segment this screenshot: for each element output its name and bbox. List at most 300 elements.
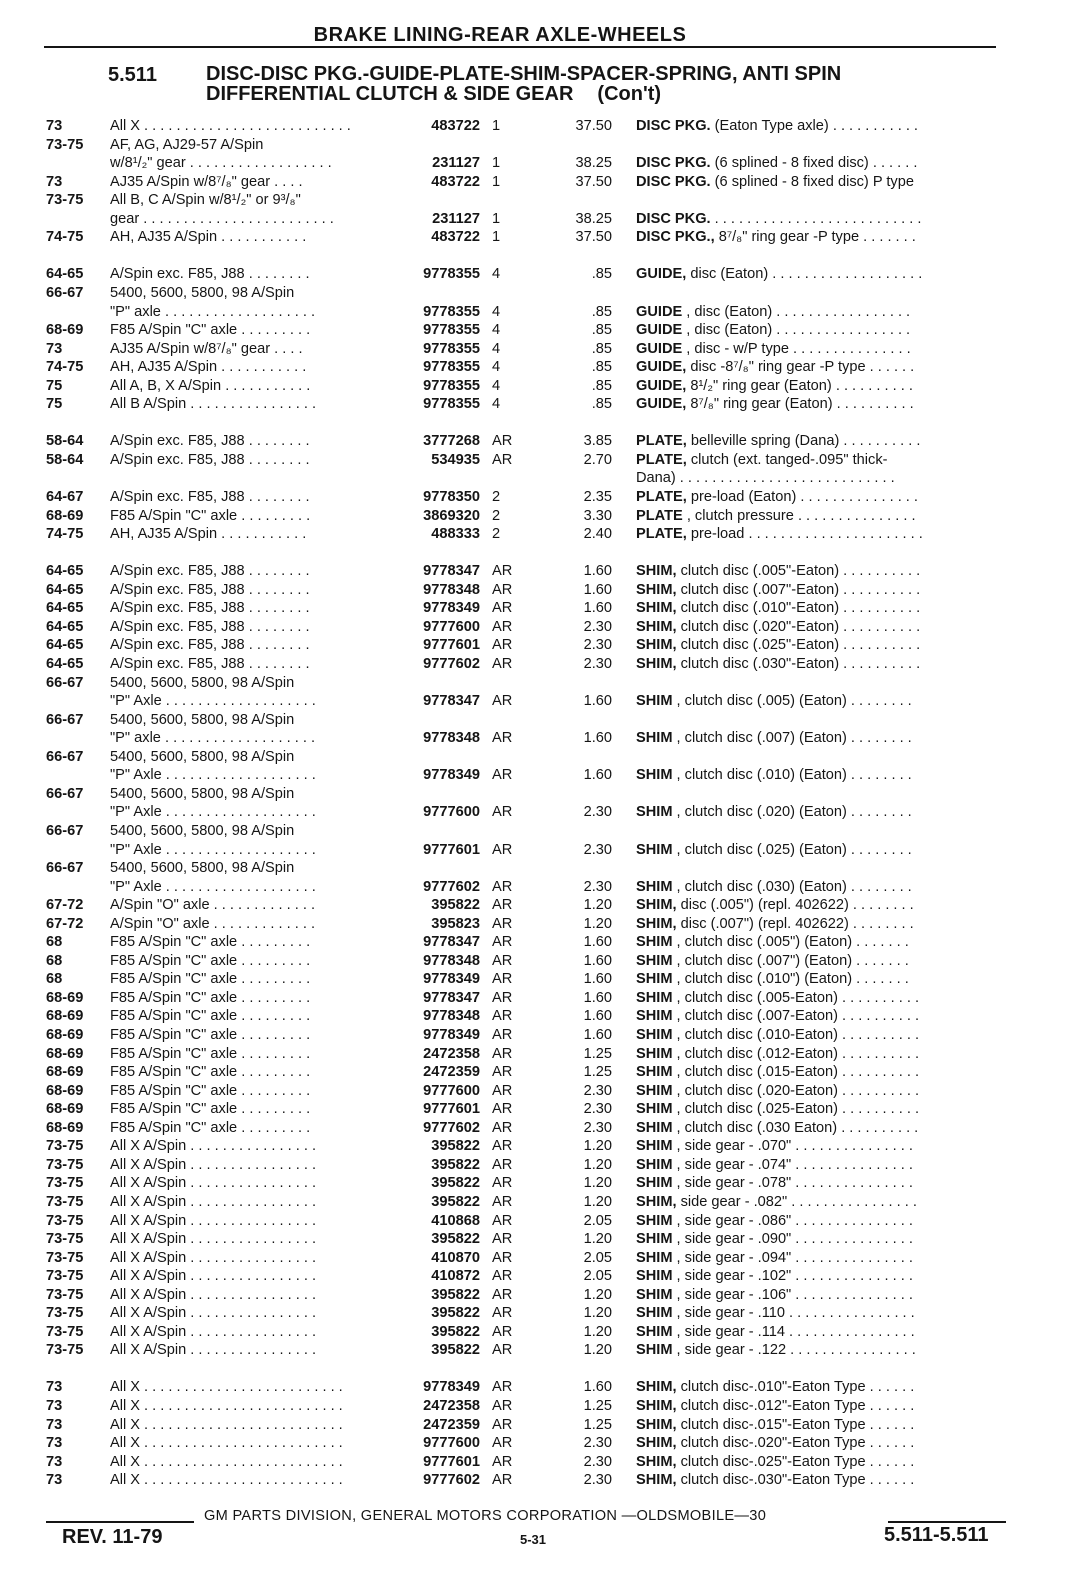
- quantity-cell: AR: [492, 1453, 513, 1470]
- application-cell: All X A/Spin . . . . . . . . . . . . . . . .: [110, 1249, 317, 1266]
- quantity-cell: 4: [492, 377, 501, 394]
- description-cell: [636, 1045, 1008, 1063]
- table-row: [0, 655, 1086, 673]
- description-cell: [636, 952, 1008, 970]
- quantity-cell: AR: [492, 1286, 513, 1303]
- description-cell: [636, 358, 1008, 376]
- application-cell: All X A/Spin . . . . . . . . . . . . . . . .: [110, 1175, 317, 1192]
- application-cell: All X . . . . . . . . . . . . . . . . . . . . . . . . .: [110, 1398, 343, 1414]
- part-detail: , side gear - .090" . . . . . . . . . . . . . . .: [672, 1231, 913, 1247]
- table-row: [0, 766, 1086, 784]
- year-cell: 67-72: [46, 915, 84, 932]
- price-cell: 2.30: [583, 1082, 612, 1099]
- part-name: PLATE,: [636, 526, 687, 543]
- table-row: [0, 1434, 1086, 1452]
- description-cell: [636, 432, 1008, 450]
- application-cell: All X . . . . . . . . . . . . . . . . . . . . . . . . .: [110, 1472, 343, 1489]
- part-name: SHIM: [636, 1082, 673, 1099]
- application-cell: "P" Axle . . . . . . . . . . . . . . . . . . .: [110, 693, 316, 710]
- price-cell: .85: [591, 303, 612, 320]
- part-detail: clutch disc-.012"-Eaton Type . . . . . .: [676, 1398, 915, 1414]
- year-cell: 66-67: [46, 285, 84, 301]
- year-cell: 64-65: [46, 563, 84, 580]
- table-row: [0, 581, 1086, 599]
- price-cell: 3.85: [583, 433, 612, 450]
- part-detail: , clutch disc (.025-Eaton) . . . . . . . . . .: [672, 1101, 920, 1118]
- table-row: [0, 1045, 1086, 1063]
- part-number-cell: 395823: [431, 915, 480, 932]
- part-detail: , disc - w/P type . . . . . . . . . . . . . . .: [682, 340, 911, 357]
- application-cell: "P" Axle . . . . . . . . . . . . . . . . . . .: [110, 878, 316, 895]
- description-cell: [636, 395, 1008, 413]
- table-row: [0, 692, 1086, 710]
- part-number-cell: 2472358: [423, 1045, 480, 1062]
- table-row: [0, 321, 1086, 339]
- price-cell: 1.25: [583, 1045, 612, 1062]
- description-cell: [636, 488, 1008, 506]
- quantity-cell: 4: [492, 359, 501, 376]
- quantity-cell: AR: [492, 934, 513, 951]
- application-cell: All X . . . . . . . . . . . . . . . . . . . . . . . . . .: [110, 118, 351, 134]
- part-number-cell: 395822: [431, 1156, 480, 1173]
- table-row: [0, 1286, 1086, 1304]
- part-number-cell: 9778347: [423, 563, 480, 580]
- year-cell: 64-65: [46, 618, 84, 635]
- part-detail: 8¹/₂" ring gear (Eaton) . . . . . . . . . .: [686, 377, 913, 394]
- price-cell: 1.20: [583, 1323, 612, 1340]
- part-number-cell: 9778347: [423, 693, 480, 710]
- part-number-cell: 410872: [431, 1268, 480, 1285]
- price-cell: 1.25: [583, 1416, 612, 1433]
- part-number-cell: 231127: [432, 155, 480, 172]
- year-cell: 73: [46, 1453, 63, 1470]
- quantity-cell: AR: [492, 1268, 513, 1285]
- table-row: [0, 841, 1086, 859]
- description-cell: [636, 636, 1008, 654]
- part-detail: , clutch disc (.005") (Eaton) . . . . . . .: [672, 934, 909, 951]
- table-row: [0, 173, 1086, 191]
- part-detail: clutch disc-.030"-Eaton Type . . . . . .: [676, 1472, 915, 1489]
- part-detail: , clutch disc (.010") (Eaton) . . . . . . .: [672, 971, 909, 988]
- year-cell: 73: [46, 1379, 63, 1396]
- table-row: [0, 1397, 1086, 1415]
- description-cell: [636, 970, 1008, 988]
- price-cell: 1.20: [583, 1175, 612, 1192]
- part-name: SHIM: [636, 1101, 673, 1118]
- year-cell: 66-67: [46, 711, 84, 728]
- part-name: SHIM,: [636, 1379, 677, 1396]
- description-cell: [636, 1341, 1008, 1359]
- part-name: SHIM,: [636, 563, 677, 580]
- description-cell: [636, 803, 1008, 821]
- application-cell: A/Spin exc. F85, J88 . . . . . . . .: [110, 489, 310, 505]
- description-cell: [636, 1007, 1008, 1025]
- quantity-cell: AR: [492, 730, 513, 747]
- quantity-cell: AR: [492, 563, 513, 580]
- quantity-cell: AR: [492, 433, 513, 450]
- table-row: [0, 1249, 1086, 1267]
- description-cell: [636, 1082, 1008, 1100]
- year-cell: 74-75: [46, 229, 84, 246]
- year-cell: 74-75: [46, 359, 84, 376]
- table-row: [0, 1304, 1086, 1322]
- part-detail: disc (Eaton) . . . . . . . . . . . . . . . . . . .: [686, 266, 923, 283]
- price-cell: 1.20: [583, 1286, 612, 1303]
- part-detail: 8⁷/₈" ring gear (Eaton) . . . . . . . . . .: [686, 396, 914, 413]
- price-cell: 2.30: [583, 656, 612, 672]
- part-detail: clutch disc (.007"-Eaton) . . . . . . . . . .: [676, 581, 921, 598]
- quantity-cell: AR: [492, 1008, 513, 1025]
- application-cell: 5400, 5600, 5800, 98 A/Spin: [110, 711, 295, 728]
- quantity-cell: AR: [492, 841, 513, 858]
- description-cell: [636, 1119, 1008, 1137]
- part-detail: , clutch disc (.025) (Eaton) . . . . . . . .: [672, 841, 912, 858]
- part-number-cell: 9777601: [423, 841, 480, 858]
- quantity-cell: AR: [492, 1416, 513, 1433]
- application-cell: "P" Axle . . . . . . . . . . . . . . . . . . .: [110, 804, 316, 821]
- description-cell: [636, 154, 1008, 172]
- price-cell: 2.30: [583, 1435, 612, 1451]
- part-name: DISC PKG.: [636, 173, 711, 190]
- application-cell: F85 A/Spin "C" axle . . . . . . . . .: [110, 971, 311, 988]
- quantity-cell: 1: [492, 155, 501, 172]
- year-cell: 73: [46, 1472, 63, 1489]
- part-number-cell: 9778347: [423, 989, 480, 1006]
- part-detail: clutch disc (.020"-Eaton) . . . . . . . . . .: [676, 618, 921, 635]
- application-cell: 5400, 5600, 5800, 98 A/Spin: [110, 748, 295, 765]
- year-cell: 73-75: [46, 1305, 84, 1322]
- part-detail: (Eaton Type axle) . . . . . . . . . . .: [710, 118, 918, 134]
- part-detail: side gear - .082" . . . . . . . . . . . . . . . .: [676, 1193, 917, 1210]
- part-number-cell: 395822: [431, 1193, 480, 1210]
- price-cell: 2.30: [583, 804, 612, 821]
- price-cell: 1.60: [583, 600, 612, 617]
- description-cell: [636, 1063, 1008, 1081]
- table-row: [0, 1137, 1086, 1155]
- part-number-cell: 534935: [431, 451, 480, 468]
- application-cell: F85 A/Spin "C" axle . . . . . . . . .: [110, 1027, 311, 1043]
- part-number-cell: 9778348: [423, 1008, 480, 1025]
- application-cell: F85 A/Spin "C" axle . . . . . . . . .: [110, 1082, 311, 1099]
- part-name: SHIM: [636, 1286, 673, 1303]
- part-name: SHIM,: [636, 897, 677, 914]
- price-cell: 1.60: [583, 767, 612, 784]
- table-row: [0, 154, 1086, 172]
- part-number-cell: 9778355: [423, 266, 480, 283]
- table-row: [0, 228, 1086, 246]
- application-cell: All B, C A/Spin w/8¹/₂" or 9³/₈": [110, 192, 301, 209]
- part-number-cell: 9777601: [423, 637, 480, 654]
- table-row: [0, 1360, 1086, 1378]
- application-cell: 5400, 5600, 5800, 98 A/Spin: [110, 785, 295, 802]
- year-cell: 68: [46, 934, 63, 951]
- quantity-cell: 1: [492, 173, 501, 190]
- year-cell: 66-67: [46, 785, 84, 802]
- description-cell: [636, 173, 1008, 191]
- table-row: [0, 469, 1086, 487]
- part-detail: disc (.007") (repl. 402622) . . . . . . . .: [676, 915, 914, 932]
- part-number-cell: 9778355: [423, 322, 480, 339]
- quantity-cell: AR: [492, 971, 513, 988]
- year-cell: 73-75: [46, 1193, 84, 1210]
- price-cell: 2.30: [583, 618, 612, 635]
- application-cell: AH, AJ35 A/Spin . . . . . . . . . . .: [110, 526, 307, 543]
- description-cell: [636, 1397, 1008, 1415]
- description-cell: [636, 766, 1008, 784]
- part-number-cell: 2472359: [423, 1064, 480, 1081]
- part-detail: , side gear - .122 . . . . . . . . . . . . . . . .: [672, 1342, 916, 1359]
- table-row: [0, 544, 1086, 562]
- description-cell: [636, 1212, 1008, 1230]
- part-number-cell: 9777602: [423, 1119, 480, 1136]
- quantity-cell: AR: [492, 693, 513, 710]
- table-row: [0, 340, 1086, 358]
- price-cell: 2.30: [583, 878, 612, 895]
- part-number-cell: 9778348: [423, 952, 480, 969]
- application-cell: AH, AJ35 A/Spin . . . . . . . . . . .: [110, 359, 307, 376]
- year-cell: 75: [46, 377, 63, 394]
- part-detail: , clutch disc (.030) (Eaton) . . . . . . . .: [672, 878, 912, 895]
- quantity-cell: AR: [492, 878, 513, 895]
- part-detail: , disc (Eaton) . . . . . . . . . . . . . . . . .: [682, 322, 911, 339]
- year-cell: 66-67: [46, 860, 84, 876]
- quantity-cell: AR: [492, 581, 513, 598]
- quantity-cell: AR: [492, 1027, 513, 1043]
- part-number-cell: 9778349: [423, 767, 480, 784]
- price-cell: .85: [591, 396, 612, 413]
- quantity-cell: AR: [492, 804, 513, 821]
- part-detail: clutch disc-.010"-Eaton Type . . . . . .: [676, 1379, 915, 1396]
- part-detail: clutch disc (.010"-Eaton) . . . . . . . . . .: [676, 600, 921, 617]
- year-cell: 68-69: [46, 1008, 84, 1025]
- price-cell: 1.60: [583, 1027, 612, 1043]
- part-name: SHIM: [636, 989, 673, 1006]
- application-cell: 5400, 5600, 5800, 98 A/Spin: [110, 674, 295, 691]
- part-name: PLATE,: [636, 489, 687, 505]
- application-cell: All X A/Spin . . . . . . . . . . . . . . . .: [110, 1231, 317, 1247]
- application-cell: All X A/Spin . . . . . . . . . . . . . . . .: [110, 1138, 317, 1155]
- year-cell: 73: [46, 173, 63, 190]
- section-title-line1: DISC-DISC PKG.-GUIDE-PLATE-SHIM-SPACER-SPRING, ANTI SPIN: [206, 63, 842, 85]
- year-cell: 73-75: [46, 1249, 84, 1266]
- quantity-cell: AR: [492, 1082, 513, 1099]
- part-name: SHIM: [636, 934, 673, 951]
- application-cell: A/Spin exc. F85, J88 . . . . . . . .: [110, 600, 310, 617]
- year-cell: 68-69: [46, 1082, 84, 1099]
- price-cell: 2.35: [583, 489, 612, 505]
- part-number-cell: 395822: [431, 1138, 480, 1155]
- section-title-line2-text: DIFFERENTIAL CLUTCH & SIDE GEAR: [206, 83, 574, 105]
- application-cell: All X . . . . . . . . . . . . . . . . . . . . . . . . .: [110, 1435, 343, 1451]
- table-row: [0, 636, 1086, 654]
- quantity-cell: 2: [492, 489, 501, 505]
- year-cell: 73-75: [46, 1342, 84, 1359]
- price-cell: 1.20: [583, 1231, 612, 1247]
- description-cell: [636, 655, 1008, 673]
- application-cell: All X A/Spin . . . . . . . . . . . . . . . .: [110, 1212, 317, 1229]
- part-detail: clutch disc-.020"-Eaton Type . . . . . .: [676, 1435, 915, 1451]
- table-row: [0, 1267, 1086, 1285]
- price-cell: 3.30: [583, 507, 612, 524]
- price-cell: 1.20: [583, 1138, 612, 1155]
- part-name: DISC PKG.: [636, 155, 711, 172]
- part-detail: , side gear - .070" . . . . . . . . . . . . . . .: [672, 1138, 913, 1155]
- part-number-cell: 9778355: [423, 303, 480, 320]
- application-cell: "P" axle . . . . . . . . . . . . . . . . . . .: [110, 303, 315, 320]
- price-cell: 2.05: [583, 1249, 612, 1266]
- table-row: [0, 210, 1086, 228]
- year-cell: 64-65: [46, 600, 84, 617]
- table-row: [0, 562, 1086, 580]
- footer-rule-right: [888, 1521, 1006, 1523]
- application-cell: All X A/Spin . . . . . . . . . . . . . . . .: [110, 1342, 317, 1359]
- description-cell: [636, 469, 1008, 487]
- table-row: [0, 1026, 1086, 1044]
- application-cell: All X A/Spin . . . . . . . . . . . . . . . .: [110, 1286, 317, 1303]
- quantity-cell: 1: [492, 118, 501, 134]
- description-cell: [636, 729, 1008, 747]
- price-cell: .85: [591, 377, 612, 394]
- description-cell: [636, 896, 1008, 914]
- part-number-cell: 9777600: [423, 1435, 480, 1451]
- price-cell: 1.20: [583, 915, 612, 932]
- description-cell: [636, 377, 1008, 395]
- quantity-cell: AR: [492, 1305, 513, 1322]
- part-name: SHIM: [636, 1231, 673, 1247]
- year-cell: 73: [46, 118, 63, 134]
- part-detail: belleville spring (Dana) . . . . . . . . . .: [686, 433, 921, 450]
- application-cell: All X A/Spin . . . . . . . . . . . . . . . .: [110, 1193, 317, 1210]
- part-detail: , clutch disc (.005-Eaton) . . . . . . . . . .: [672, 989, 920, 1006]
- table-row: [0, 1007, 1086, 1025]
- part-number-cell: 488333: [431, 526, 480, 543]
- part-detail: , clutch disc (.010) (Eaton) . . . . . . . .: [672, 767, 912, 784]
- quantity-cell: 1: [492, 210, 501, 227]
- year-cell: 68: [46, 971, 63, 988]
- part-name: SHIM,: [636, 1398, 677, 1414]
- year-cell: 58-64: [46, 451, 84, 468]
- part-number-cell: 3869320: [423, 507, 480, 524]
- quantity-cell: 2: [492, 507, 501, 524]
- table-row: [0, 711, 1086, 729]
- description-cell: [636, 210, 1008, 228]
- application-cell: All X . . . . . . . . . . . . . . . . . . . . . . . . .: [110, 1416, 343, 1433]
- footer-rule-left: [46, 1521, 194, 1523]
- price-cell: 1.25: [583, 1064, 612, 1081]
- year-cell: 66-67: [46, 748, 84, 765]
- part-detail: , side gear - .086" . . . . . . . . . . . . . . .: [672, 1212, 913, 1229]
- quantity-cell: AR: [492, 1175, 513, 1192]
- part-name: SHIM,: [636, 656, 677, 672]
- description-cell: [636, 1193, 1008, 1211]
- part-number-cell: 9777600: [423, 804, 480, 821]
- description-cell: [636, 1471, 1008, 1489]
- table-row: [0, 1453, 1086, 1471]
- table-row: [0, 1378, 1086, 1396]
- part-detail: . . . . . . . . . . . . . . . . . . . . . . . . . .: [710, 210, 922, 227]
- part-detail: , clutch disc (.007") (Eaton) . . . . . . .: [672, 952, 909, 969]
- part-name: GUIDE,: [636, 377, 687, 394]
- description-cell: [636, 507, 1008, 525]
- part-number-cell: 395822: [431, 1305, 480, 1322]
- part-name: SHIM: [636, 1249, 673, 1266]
- part-detail: pre-load . . . . . . . . . . . . . . . . . . . . . .: [686, 526, 923, 543]
- part-detail: pre-load (Eaton) . . . . . . . . . . . . . . .: [686, 489, 918, 505]
- part-detail: (6 splined - 8 fixed disc) P type: [710, 173, 914, 190]
- part-number-cell: 410868: [431, 1212, 480, 1229]
- part-number-cell: 395822: [431, 1175, 480, 1192]
- price-cell: 1.60: [583, 1008, 612, 1025]
- description-cell: [636, 618, 1008, 636]
- year-cell: 73-75: [46, 1156, 84, 1173]
- price-cell: 37.50: [575, 173, 612, 190]
- quantity-cell: AR: [492, 600, 513, 617]
- table-row: [0, 303, 1086, 321]
- quantity-cell: 2: [492, 526, 501, 543]
- part-name: SHIM: [636, 1323, 673, 1340]
- quantity-cell: AR: [492, 618, 513, 635]
- part-number-cell: 9778355: [423, 359, 480, 376]
- year-cell: 73-75: [46, 1212, 84, 1229]
- quantity-cell: AR: [492, 1119, 513, 1136]
- section-continued: (Con't): [597, 83, 662, 105]
- year-cell: 73-75: [46, 192, 84, 209]
- year-cell: 64-65: [46, 637, 84, 654]
- application-cell: A/Spin exc. F85, J88 . . . . . . . .: [110, 266, 310, 283]
- year-cell: 73-75: [46, 1268, 84, 1285]
- quantity-cell: AR: [492, 767, 513, 784]
- part-detail: disc (.005") (repl. 402622) . . . . . . . .: [676, 897, 914, 914]
- table-row: [0, 377, 1086, 395]
- table-row: [0, 878, 1086, 896]
- price-cell: 37.50: [575, 118, 612, 134]
- description-cell: [636, 1100, 1008, 1118]
- year-cell: 75: [46, 396, 63, 413]
- table-row: [0, 618, 1086, 636]
- application-cell: F85 A/Spin "C" axle . . . . . . . . .: [110, 1064, 311, 1081]
- application-cell: 5400, 5600, 5800, 98 A/Spin: [110, 285, 295, 301]
- part-detail: clutch disc-.025"-Eaton Type . . . . . .: [676, 1453, 915, 1470]
- table-row: [0, 785, 1086, 803]
- price-cell: 2.70: [583, 451, 612, 468]
- quantity-cell: AR: [492, 1212, 513, 1229]
- part-detail: (6 splined - 8 fixed disc) . . . . . .: [710, 155, 918, 172]
- part-detail: , clutch disc (.020-Eaton) . . . . . . . . . .: [672, 1082, 920, 1099]
- description-cell: [636, 1304, 1008, 1322]
- part-name: SHIM: [636, 804, 673, 821]
- quantity-cell: 4: [492, 303, 501, 320]
- year-cell: 68: [46, 952, 63, 969]
- part-number-cell: 9778349: [423, 600, 480, 617]
- part-name: GUIDE,: [636, 396, 687, 413]
- part-number-cell: 395822: [431, 1231, 480, 1247]
- year-cell: 64-65: [46, 581, 84, 598]
- table-row: [0, 1341, 1086, 1359]
- part-name: GUIDE: [636, 322, 683, 339]
- description-cell: [636, 1286, 1008, 1304]
- part-name: SHIM: [636, 1342, 673, 1359]
- table-row: [0, 1323, 1086, 1341]
- price-cell: 1.20: [583, 897, 612, 914]
- part-name: SHIM: [636, 952, 673, 969]
- description-cell: [636, 1416, 1008, 1434]
- table-row: [0, 896, 1086, 914]
- part-name: SHIM,: [636, 1472, 677, 1489]
- part-number-cell: 9778355: [423, 340, 480, 357]
- part-number-cell: 9778350: [423, 489, 480, 505]
- part-name: PLATE: [636, 507, 683, 524]
- part-detail: , side gear - .106" . . . . . . . . . . . . . . .: [672, 1286, 913, 1303]
